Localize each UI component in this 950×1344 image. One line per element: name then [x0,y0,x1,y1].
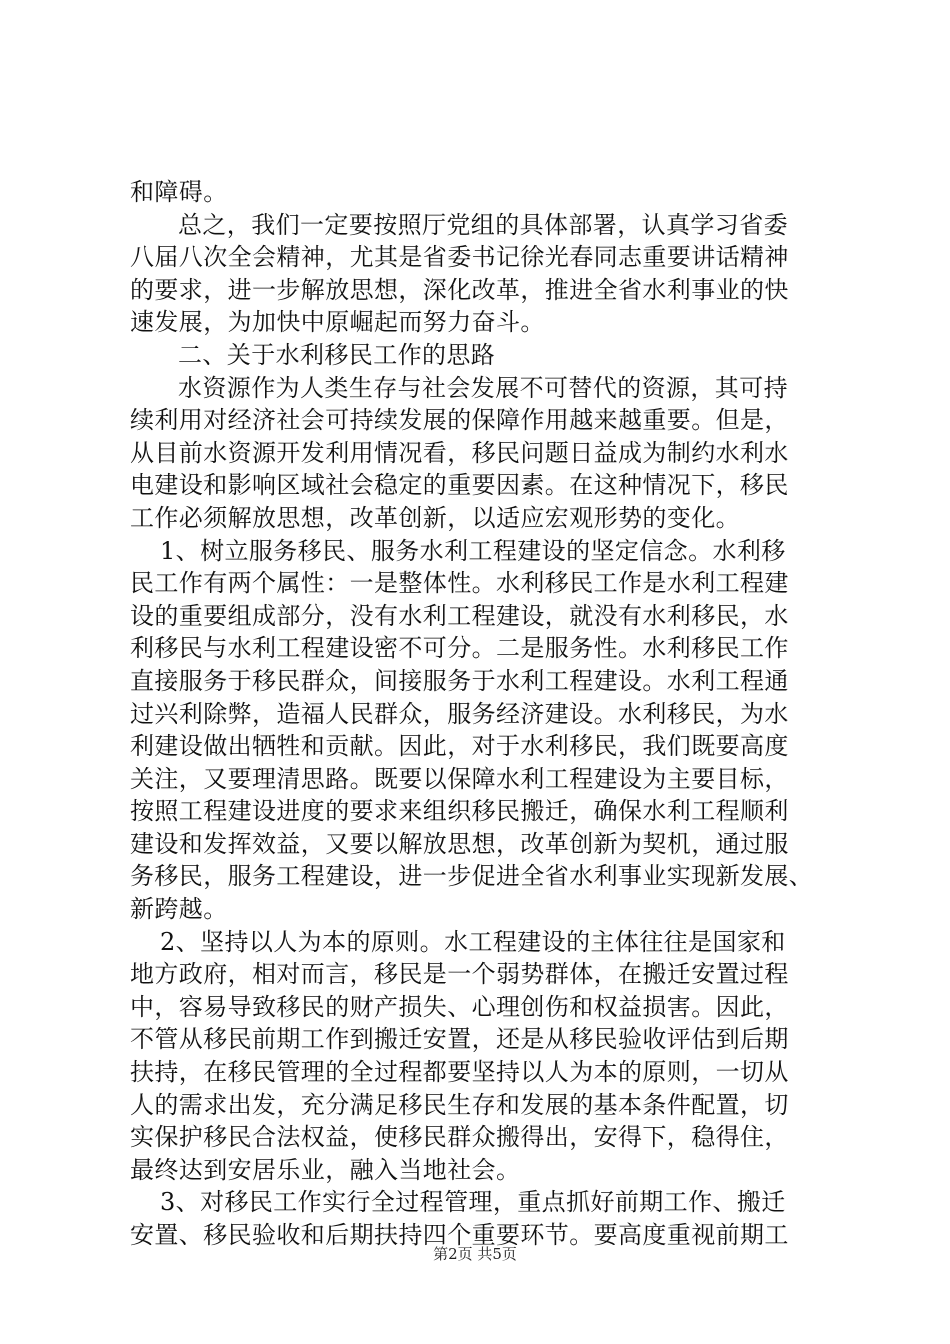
paragraph-start: 水资源作为人类生存与社会发展不可替代的资源，其可持 [178,373,788,402]
text-line: 新跨越。 [130,895,228,924]
text-line: 续利用对经济社会可持续发展的保障作用越来越重要。但是， [130,406,789,435]
text-line: 速发展，为加快中原崛起而努力奋斗。 [130,308,545,337]
paragraph-start: 总之，我们一定要按照厅党组的具体部署，认真学习省委 [178,210,788,239]
page-number-footer: 第2页 共5页 [433,1245,517,1263]
text-line: 建设和发挥效益，又要以解放思想，改革创新为契机，通过服 [130,829,789,858]
text-line: 直接服务于移民群众，间接服务于水利工程建设。水利工程通 [130,666,789,695]
numbered-item-2: 2、坚持以人为本的原则。水工程建设的主体往往是国家和 [160,927,786,956]
text-line: 按照工程建设进度的要求来组织移民搬迁，确保水利工程顺利 [130,797,789,826]
text-line: 八届八次全会精神，尤其是省委书记徐光春同志重要讲话精神 [130,243,789,272]
document-body [130,176,830,1252]
text-line: 不管从移民前期工作到搬迁安置，还是从移民验收评估到后期 [130,1025,789,1054]
text-line: 人的需求出发，充分满足移民生存和发展的基本条件配置，切 [130,1090,789,1119]
text-line: 设的重要组成部分，没有水利工程建设，就没有水利移民，水 [130,601,789,630]
text-line: 过兴利除弊，造福人民群众，服务经济建设。水利移民，为水 [130,699,789,728]
text-line: 的要求，进一步解放思想，深化改革，推进全省水利事业的快 [130,275,789,304]
text-line: 利移民与水利工程建设密不可分。二是服务性。水利移民工作 [130,634,789,663]
text-line: 务移民，服务工程建设，进一步促进全省水利事业实现新发展、 [130,862,814,891]
text-line: 和障碍。 [130,178,228,206]
text-line: 扶持，在移民管理的全过程都要坚持以人为本的原则，一切从 [130,1058,789,1087]
text-line: 民工作有两个属性：一是整体性。水利移民工作是水利工程建 [130,569,789,598]
text-line: 电建设和影响区域社会稳定的重要因素。在这种情况下，移民 [130,471,789,500]
text-line: 工作必须解放思想，改革创新，以适应宏观形势的变化。 [130,503,740,532]
text-line: 最终达到安居乐业，融入当地社会。 [130,1155,521,1184]
text-line: 利建设做出牺牲和贡献。因此，对于水利移民，我们既要高度 [130,732,789,761]
text-line: 中，容易导致移民的财产损失、心理创伤和权益损害。因此， [130,992,789,1021]
numbered-item-3: 3、对移民工作实行全过程管理，重点抓好前期工作、搬迁 [160,1188,786,1217]
text-line: 实保护移民合法权益，使移民群众搬得出，安得下，稳得住， [130,1123,789,1152]
text-line: 安置、移民验收和后期扶持四个重要环节。要高度重视前期工 [130,1221,789,1249]
numbered-item-1: 1、树立服务移民、服务水利工程建设的坚定信念。水利移 [160,536,786,565]
text-line: 地方政府，相对而言，移民是一个弱势群体，在搬迁安置过程 [130,960,789,989]
section-heading: 二、关于水利移民工作的思路 [178,340,496,369]
text-line: 关注，又要理清思路。既要以保障水利工程建设为主要目标， [130,764,789,793]
text-line: 从目前水资源开发利用情况看，移民问题日益成为制约水利水 [130,438,789,467]
